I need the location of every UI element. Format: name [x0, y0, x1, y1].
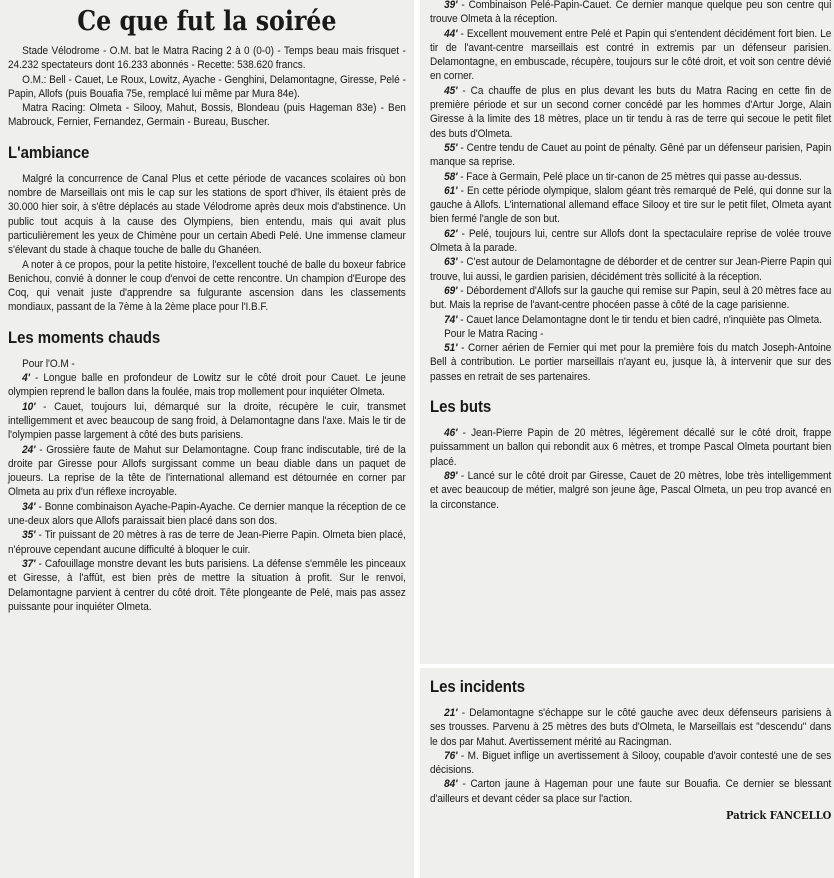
intro-racing-lineup: Matra Racing: Olmeta - Silooy, Mahut, Bossis, Blondeau (puis Hageman 83e) - Ben Mabrouck, Fernier, Fernandez, Germain - Bureau, Buscher. [8, 102, 406, 129]
incident-minute: 84' [444, 778, 458, 791]
moment-minute: 62' [444, 227, 458, 240]
moment-minute: 51' [444, 342, 458, 355]
moment-text: - Longue balle en profondeur de Lowitz sur le côté droit pour Cauet. Le jeune olympien reprend le ballon dans la foulée, mais trop mollement pour inquiéter Olmeta. [8, 372, 406, 399]
moment-text: - Débordement d'Allofs sur la gauche qui remise sur Papin, seul à 20 mètres face au but. Mais la reprise de l'avant-centre phocéen passe à côté de la cage parisienne. [430, 284, 832, 312]
moment-text: - Pelé, toujours lui, centre sur Allofs dont la spectaculaire reprise de volée trouve Olmeta à la parade. [430, 227, 832, 255]
moment-item [430, 84, 831, 141]
incident-text: - Carton jaune à Hageman pour une faute sur Bouafia. Ce dernier se blessant d'ailleurs et devant céder sa place sur l'action. [430, 778, 832, 805]
left-clipping [0, 0, 414, 878]
heading-buts: Les buts [430, 397, 492, 417]
heading-moments: Les moments chauds [8, 327, 161, 347]
moment-item [8, 557, 406, 614]
moment-item [8, 400, 406, 443]
ambiance-paragraph: Malgré la concurrence de Canal Plus et cette période de vacances scolaires où bon nombre de Marseillais ont mis le cap sur les stations de sport d'hiver, ils étaient près de 30.000 hier soir, à s'être déplacés au stade Vélodrome après deux mois d'abstinence. Un public tout acquis à la cause des Olympiens, bien entendu, mais qui avait plus particulièrement les yeux de Chimène pour un certain Abedi Pelé. Une immense clameur s'élevant du stade à chaque touche de balle du Ghanéen. [8, 172, 406, 257]
article-title: Ce que fut la soirée [77, 6, 337, 37]
incident-minute: 76' [444, 749, 458, 762]
moment-text: - Grossière faute de Mahut sur Delamontagne. Coup franc indiscutable, tiré de la droite par Giresse pour Allofs surgissant comme un beau diable dans un paquet de joueurs. La reprise de la tête de l'international allemand est détournée en corner par Olmeta au prix d'un réflexe incroyable. [8, 443, 406, 499]
moment-item [430, 184, 831, 227]
moment-text: - C'est autour de Delamontagne de déborder et de centrer sur Jean-Pierre Papin qui trouve, lui aussi, le gardien parisien, décidément très sollicité à la réception. [430, 256, 832, 283]
moment-item [430, 0, 831, 27]
incident-item [430, 777, 831, 806]
goal-item [430, 426, 831, 469]
moment-text: - Centre tendu de Cauet au point de pénalty. Gêné par un défenseur parisien, Papin manque sa reprise. [430, 141, 832, 169]
moment-minute: 37' [22, 557, 36, 570]
intro-om-lineup: O.M.: Bell - Cauet, Le Roux, Lowitz, Ayache - Genghini, Delamontagne, Giresse, Pelé - Papin, Allofs (puis Bouafia 75e, remplacé lui même par Mura 84e). [8, 73, 406, 100]
intro-score: Stade Vélodrome - O.M. bat le Matra Racing 2 à 0 (0-0) - Temps beau mais frisquet - 24.232 spectateurs dont 16.233 abonnés - Recette: 538.620 francs. [8, 45, 406, 72]
incident-item [430, 706, 831, 749]
ambiance-paragraph: A noter à ce propos, pour la petite histoire, l'excellent touché de balle du boxeur fabrice Benichou, convié à donner le coup d'envoi de cette rencontre. Un champion d'Europe des Coq, qui venait juste d'apprendre sa fulgurante ascension dans les classements mondiaux, passant de la 7ème à la 2ème place pour l'I.B.F. [8, 258, 406, 314]
moment-item [430, 341, 831, 384]
moment-item [430, 284, 831, 313]
goal-minute: 89' [444, 469, 458, 482]
goal-text: - Lancé sur le côté droit par Giresse, Cauet de 20 mètres, lobe très intelligemment et avec beaucoup de métier, malgré son jeune âge, Pascal Olmeta, un peu trop avancé en la circonstance. [430, 469, 832, 511]
moment-text: - En cette période olympique, slalom géant très remarqué de Pelé, qui donne sur la gauche à Allofs. L'international allemand efface Silooy et tire sur le petit filet, Olmeta ayant bien fermé l'angle de son but. [430, 184, 832, 226]
moment-minute: 61' [444, 184, 458, 197]
moment-minute: 35' [22, 529, 36, 542]
goal-text: - Jean-Pierre Papin de 20 mètres, légèrement décallé sur le côté droit, frappe puissamment un ballon qui rebondit aux 6 mètres, et trompe Pascal Olmeta pourtant bien placé. [430, 427, 832, 468]
moment-item [8, 443, 406, 500]
left-column [8, 4, 406, 614]
incident-item [430, 749, 831, 778]
author-signature: Patrick FANCELLO [726, 808, 832, 823]
moment-item [430, 313, 831, 327]
moment-item [430, 227, 831, 256]
incident-text: - M. Biguet inflige un avertissement à Silooy, coupable d'avoir contesté une de ses décisions. [430, 749, 832, 777]
moment-item [8, 500, 406, 529]
moment-minute: 39' [444, 0, 458, 11]
moment-minute: 44' [444, 27, 458, 40]
right-bottom-clipping [420, 668, 834, 878]
moment-item [8, 528, 406, 557]
goal-minute: 46' [444, 427, 458, 440]
moment-item [8, 371, 406, 400]
moment-minute: 45' [444, 84, 458, 97]
moment-text: - Tir puissant de 20 mètres à ras de terre de Jean-Pierre Papin. Olmeta bien placé, n'éprouve cependant aucune difficulté à bloquer le cuir. [8, 529, 406, 556]
moment-minute: 55' [444, 141, 458, 154]
heading-ambiance: L'ambiance [8, 142, 90, 162]
incident-minute: 21' [444, 707, 458, 719]
incident-text: - Delamontagne s'échappe sur le côté gauche avec deux défenseurs parisiens à ses trousses. Parvenu à 25 mètres des buts d'Olmeta, le Marseillais est "descendu" dans le dos par Mahut. Avertissement mérité au Racingman. [430, 707, 832, 748]
moment-minute: 63' [444, 256, 458, 269]
moment-minute: 10' [22, 400, 36, 413]
moment-text: - Bonne combinaison Ayache-Papin-Ayache. Ce dernier manque la réception de ce une-deux alors que Allofs paraissait bien placé dans son dos. [8, 500, 406, 528]
moment-minute: 74' [444, 313, 458, 326]
moment-text: - Face à Germain, Pelé place un tir-canon de 25 mètres qui passe au-dessus. [460, 170, 802, 183]
moment-minute: 69' [444, 284, 458, 297]
moment-text: - Combinaison Pelé-Papin-Cauet. Ce dernier manque quelque peu son centre qui trouve Olmeta à la réception. [430, 0, 832, 26]
team-racing-label: Pour le Matra Racing - [444, 327, 544, 340]
moment-minute: 24' [22, 443, 36, 456]
moment-minute: 58' [444, 170, 458, 183]
moment-item [430, 255, 831, 284]
right-top-clipping [420, 0, 834, 664]
moment-item [430, 170, 831, 184]
moment-item [430, 141, 831, 170]
moment-minute: 4' [22, 372, 30, 385]
heading-incidents: Les incidents [430, 677, 526, 696]
moment-text: - Cauet lance Delamontagne dont le tir tendu et bien cadré, n'inquiète pas Olmeta. [460, 313, 822, 326]
team-om-label: Pour l'O.M - [22, 357, 75, 370]
moment-item [430, 27, 831, 84]
moment-text: - Cafouillage monstre devant les buts parisiens. La défense s'emmêle les pinceaux et Giresse, à l'affût, est bien près de mettre la situation à profit. Sur le renvoi, Delamontagne parvient à centrer du côté droit. Tête plongeante de Pelé, mais pas assez puissante pour inquiéter Olmeta. [8, 557, 406, 613]
right-column-bottom [430, 676, 831, 822]
moment-text: - Excellent mouvement entre Pelé et Papin qui s'entendent décidément fort bien. Le tir de l'avant-centre marseillais est contré in extremis par un défenseur parisien. Delamontagne, en embuscade, récupère, toujours sur le côté droit, et voit son centre dévié en corner. [430, 27, 832, 83]
goal-item [430, 469, 831, 512]
moment-text: - Ca chauffe de plus en plus devant les buts du Matra Racing en cette fin de première période et sur un second corner concédé par les hommes d'Artur Jorge, Alain Giresse à la limite des 18 mètres, place un tir tendu à ras de terre qui secoue le petit filet des buts d'Olmeta. [430, 84, 832, 140]
moment-text: - Cauet, toujours lui, démarqué sur la droite, récupère le cuir, transmet intelligemment et avec beaucoup de sang froid, à Delamontagne dans l'axe. Mais le tir de l'olympien passe largement à côté des buts parisiens. [8, 400, 406, 442]
right-column-top [430, 0, 831, 512]
moment-text: - Corner aérien de Fernier qui met pour la première fois du match Joseph-Antoine Bell à contribution. Le portier marseillais n'ayant eu, jusque là, à intervenir que sur des passes en retrait de ses partenaires. [430, 342, 832, 383]
moment-minute: 34' [22, 500, 36, 513]
